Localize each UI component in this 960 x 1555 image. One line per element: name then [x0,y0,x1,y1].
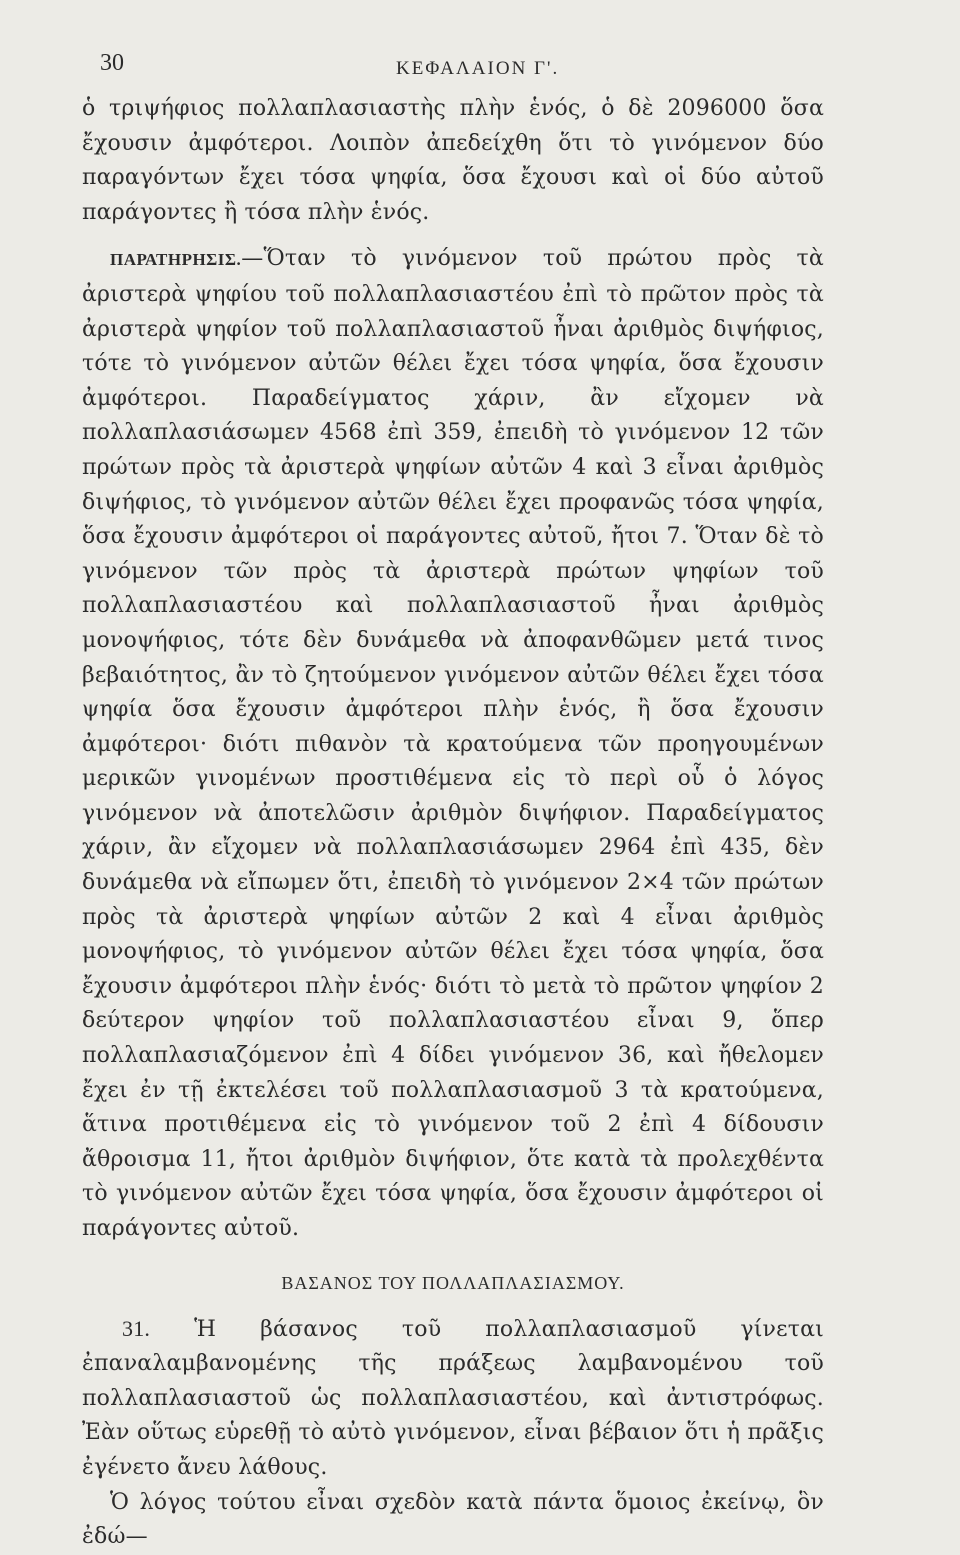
paragraph-number: 31. [122,1315,151,1341]
running-head [100,50,830,90]
paragraph-31 [82,1312,824,1486]
chapter-title: ΚΕΦΑΛΑΙΟΝ Γ'. [396,58,560,79]
paragraph-final: Ὁ λόγος τούτου εἶναι σχεδὸν κατὰ πάντα ὅμοιος ἐκείνῳ, ὃν ἐδώ— [82,1489,824,1550]
page-number: 30 [100,50,124,76]
paragraph-continuation: ὁ τριψήφιος πολλαπλασιαστὴς πλὴν ἑνός, ὁ δὲ 2096000 ὅσα ἔχουσιν ἀμφότεροι. Λοιπὸν ἀπεδείχθη ὅτι τὸ γινόμενον δύο παραγόντων ἔχει τόσα ψηφία, ὅσα ἔχουσι καὶ οἱ δύο αὐτοῦ παράγοντες ἢ τόσα πλὴν ἑνός. [82,96,824,225]
remark-label: ΠΑΡΑΤΗΡΗΣΙΣ. [110,250,242,270]
paragraph-remark [82,242,824,1246]
body-text [82,92,824,1555]
remark-text: —Ὅταν τὸ γινόμενον τοῦ πρώτου πρὸς τὰ ἀριστερὰ ψηφίου τοῦ πολλαπλασιαστέου ἐπὶ τὸ πρῶτον πρὸς τὰ ἀριστερὰ ψηφίον τοῦ πολλαπλασιαστοῦ ἦναι ἀριθμὸς διψήφιος, τότε τὸ γινόμενον αὐτῶν θέλει ἔχει τόσα ψηφία, ὅσα ἔχουσιν ἀμφότεροι. Παραδείγματος χάριν, ἂν εἴχομεν νὰ πολλαπλασιάσωμεν 4568 ἐπὶ 359, ἐπειδὴ τὸ γινόμενον 12 τῶν πρώτων πρὸς τὰ ἀριστερὰ ψηφίων αὐτῶν 4 καὶ 3 εἶναι ἀριθμὸς διψήφιος, τὸ γινόμενον αὐτῶν θέλει ἔχει προφανῶς τόσα ψηφία, ὅσα ἔχουσιν ἀμφότεροι οἱ παράγοντες αὐτοῦ, ἤτοι 7. Ὅταν δὲ τὸ γινόμενον τῶν πρὸς τὰ ἀριστερὰ πρώτων ψηφίων τοῦ πολλαπλασιαστέου καὶ πολλαπλασιαστοῦ ἦναι ἀριθμὸς μονοψήφιος, τότε δὲν δυνάμεθα νὰ ἀποφανθῶμεν μετά τινος βεβαιότητος, ἂν τὸ ζητούμενον γινόμενον αὐτῶν θέλει ἔχει τόσα ψηφία ὅσα ἔχουσιν ἀμφότεροι πλὴν ἑνός, ἢ ὅσα ἔχουσιν ἀμφότεροι· διότι πιθανὸν τὰ κρατούμενα τῶν προηγουμένων μερικῶν γινομένων προστιθέμενα εἰς τὸ περὶ οὗ ὁ λόγος γινόμενον νὰ ἀποτελῶσιν ἀριθμὸν διψήφιον. Παραδείγματος χάριν, ἂν εἴχομεν νὰ πολλαπλασιάσωμεν 2964 ἐπὶ 435, δὲν δυνάμεθα νὰ εἴπωμεν ὅτι, ἐπειδὴ τὸ γινόμενον 2×4 τῶν πρώτων πρὸς τὰ ἀριστερὰ ψηφίων αὐτῶν 2 καὶ 4 εἶναι ἀριθμὸς μονοψήφιος, τὸ γινόμενον αὐτῶν θέλει ἔχει τόσα ψηφία, ὅσα ἔχουσιν ἀμφότεροι πλὴν ἑνός· διότι τὸ μετὰ τὸ πρῶτον ψηφίον 2 δεύτερον ψηφίον τοῦ πολλαπλασιαστέου εἶναι 9, ὅπερ πολλαπλασιαζόμενον ἐπὶ 4 δίδει γινόμενον 36, καὶ ἤθελομεν ἔχει ἐν τῇ ἐκτελέσει τοῦ πολλαπλασιασμοῦ 3 τὰ κρατούμενα, ἅτινα προτιθέμενα εἰς τὸ γινόμενον τοῦ 2 ἐπὶ 4 δίδουσιν ἄθροισμα 11, ἤτοι ἀριθμὸν διψήφιον, ὅτε κατὰ τὰ προλεχθέντα τὸ γινόμενον αὐτῶν ἔχει τόσα ψηφία, ὅσα ἔχουσιν ἀμφότεροι οἱ παράγοντες αὐτοῦ. [82,246,824,1241]
paragraph-31-text: Ἡ βάσανος τοῦ πολλαπλασιασμοῦ γίνεται ἐπαναλαμβανομένης τῆς πράξεως λαμβανομένου τοῦ πολλαπλασιαστοῦ ὡς πολλαπλασιαστέου, καὶ ἀντιστρόφως. Ἐὰν οὕτως εὑρεθῇ τὸ αὐτὸ γινόμενον, εἶναι βέβαιον ὅτι ἡ πρᾶξις ἐγένετο ἄνευ λάθους. [82,1316,824,1480]
section-heading: ΒΑΣΑΝΟΣ ΤΟΥ ΠΟΛΛΑΠΛΑΣΙΑΣΜΟΥ. [281,1272,625,1293]
